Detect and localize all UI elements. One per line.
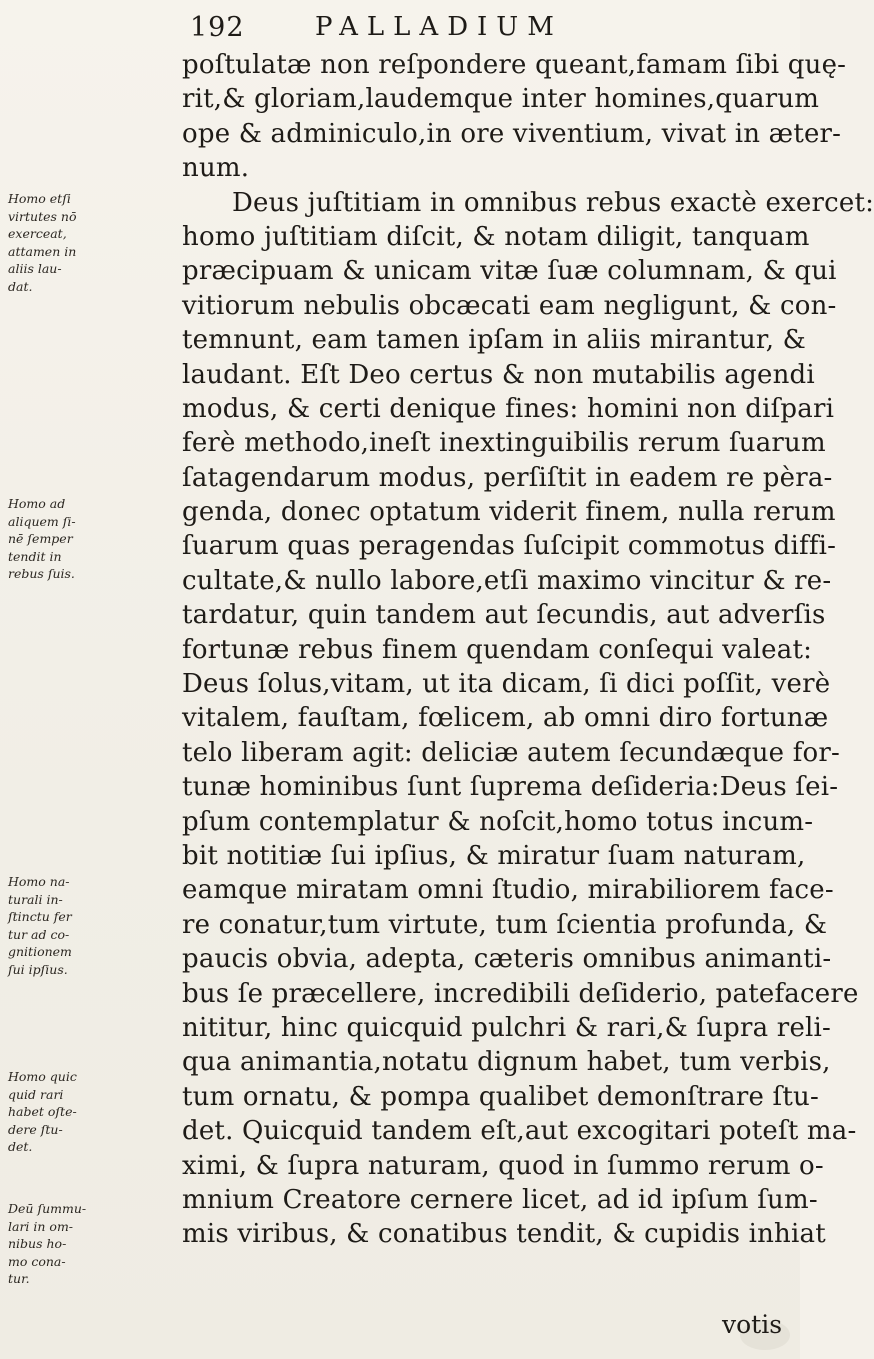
margin-note-line: dat. xyxy=(8,278,33,294)
margin-note-line: gnitionem xyxy=(8,944,72,959)
running-title: PALLADIUM xyxy=(315,12,563,42)
text-line: re conatur,tum virtute, tum ſcientia profunda, & xyxy=(182,909,828,940)
margin-note-line: aliis lau- xyxy=(8,261,62,276)
margin-note-line: tur ad co- xyxy=(8,926,70,942)
text-line: det. Quicquid tandem eſt,aut excogitari poteſt ma- xyxy=(182,1116,857,1147)
text-line: nititur, hinc quicquid pulchri & rari,& ſupra reli- xyxy=(182,1012,832,1043)
margin-note-line: Homo quic xyxy=(8,1069,77,1084)
text-line: pſum contemplatur & noſcit,homo totus incum- xyxy=(182,806,814,837)
text-line: Deus ſolus,vitam, ut ita dicam, ſi dici poſſit, verè xyxy=(182,669,831,700)
margin-note-god xyxy=(8,1200,136,1288)
text-line: vitalem, fauſtam, fœlicem, ab omni diro fortunæ xyxy=(182,703,829,734)
margin-note-line: quid rari xyxy=(8,1086,64,1102)
text-line: bit notitiæ ſui ipſius, & miratur ſuam naturam, xyxy=(182,840,806,871)
margin-note-line: exerceat, xyxy=(8,226,67,241)
margin-note-line: Homo na- xyxy=(8,874,70,889)
text-line: tardatur, quin tandem aut ſecundis, aut adverſis xyxy=(182,600,826,631)
text-line: genda, donec optatum viderit finem, nulla rerum xyxy=(182,497,836,528)
main-text-block xyxy=(182,48,874,1252)
text-line: homo juſtitiam diſcit, & notam diligit, tanquam xyxy=(182,221,810,252)
margin-note-line: rebus ſuis. xyxy=(8,566,75,581)
margin-note-line: tur. xyxy=(8,1271,30,1286)
catchword: votis xyxy=(722,1310,783,1339)
text-line: qua animantia,notatu dignum habet, tum verbis, xyxy=(182,1047,831,1078)
text-line: bus ſe præcellere, incredibili deſiderio, patefacere xyxy=(182,978,859,1009)
margin-note-line: virtutes nō xyxy=(8,208,77,224)
margin-note-line: Deū ſummu- xyxy=(8,1201,87,1216)
text-line: cultate,& nullo labore,etſi maximo vincitur & re- xyxy=(182,565,832,596)
margin-note-line: det. xyxy=(8,1139,33,1154)
margin-note-line: mo cona- xyxy=(8,1253,66,1269)
text-line: ximi, & ſupra naturam, quod in ſummo rerum o- xyxy=(182,1150,824,1181)
margin-note-line: turali in- xyxy=(8,891,63,907)
text-line: tunæ hominibus ſunt ſuprema deſideria:Deus ſei- xyxy=(182,772,839,803)
text-line: mis viribus, & conatibus tendit, & cupidis inhiat xyxy=(182,1219,826,1250)
margin-note-line: ſtinctu fer xyxy=(8,909,72,924)
text-line: ſuarum quas peragendas ſuſcipit commotus diffi- xyxy=(182,531,837,562)
text-line: temnunt, eam tamen ipſam in aliis mirantur, & xyxy=(182,325,806,356)
text-line: ſatagendarum modus, perſiſtit in eadem re pèra- xyxy=(182,462,833,493)
text-line: ope & adminiculo,in ore viventium, vivat in æter- xyxy=(182,118,842,149)
text-line: poſtulatæ non reſpondere queant,famam ſibi quę- xyxy=(182,50,847,80)
text-line: eamque miratam omni ſtudio, mirabiliorem face- xyxy=(182,875,834,906)
text-line: laudant. Eſt Deo certus & non mutabilis agendi xyxy=(182,359,815,390)
margin-note-line: nē ſemper xyxy=(8,531,73,546)
text-line: mnium Creatore cernere licet, ad id ipſum ſum- xyxy=(182,1184,818,1215)
margin-note-line: Homo ad xyxy=(8,496,66,511)
margin-note-line: lari in om- xyxy=(8,1218,74,1234)
margin-note-line: attamen in xyxy=(8,243,77,259)
page-number: 192 xyxy=(190,12,245,43)
text-line: Deus juſtitiam in omnibus rebus exactè exercet: xyxy=(232,187,874,218)
text-line: ferè methodo,ineſt inextinguibilis rerum ſuarum xyxy=(182,428,826,459)
margin-note-line: dere ſtu- xyxy=(8,1121,63,1137)
margin-note-line: habet oſte- xyxy=(8,1104,77,1119)
margin-note-line: aliquem ſi- xyxy=(8,513,76,529)
text-line: num. xyxy=(182,153,250,184)
margin-note-line: nibus ho- xyxy=(8,1236,67,1251)
margin-note-line: Homo etſi xyxy=(8,191,71,206)
margin-note-line: tendit in xyxy=(8,548,62,564)
margin-note-justice xyxy=(8,190,136,295)
text-line: paucis obvia, adepta, cæteris omnibus animanti- xyxy=(182,944,832,975)
margin-note-line: ſui ipſius. xyxy=(8,961,68,977)
text-line: rit,& gloriam,laudemque inter homines,quarum xyxy=(182,84,820,115)
text-line: præcipuam & unicam vitæ ſuæ columnam, & qui xyxy=(182,256,837,287)
margin-note-end xyxy=(8,495,136,583)
margin-note-self-knowledge xyxy=(8,873,136,978)
text-line: modus, & certi denique fines: homini non diſpari xyxy=(182,393,835,424)
page-header xyxy=(150,8,770,48)
text-line: vitiorum nebulis obcæcati eam negligunt, & con- xyxy=(182,290,837,321)
text-line: telo liberam agit: deliciæ autem ſecundæque for- xyxy=(182,737,841,768)
text-line: fortunæ rebus finem quendam conſequi valeat: xyxy=(182,634,813,665)
margin-note-rarity xyxy=(8,1068,136,1156)
text-line: tum ornatu, & pompa qualibet demonſtrare ſtu- xyxy=(182,1081,819,1112)
